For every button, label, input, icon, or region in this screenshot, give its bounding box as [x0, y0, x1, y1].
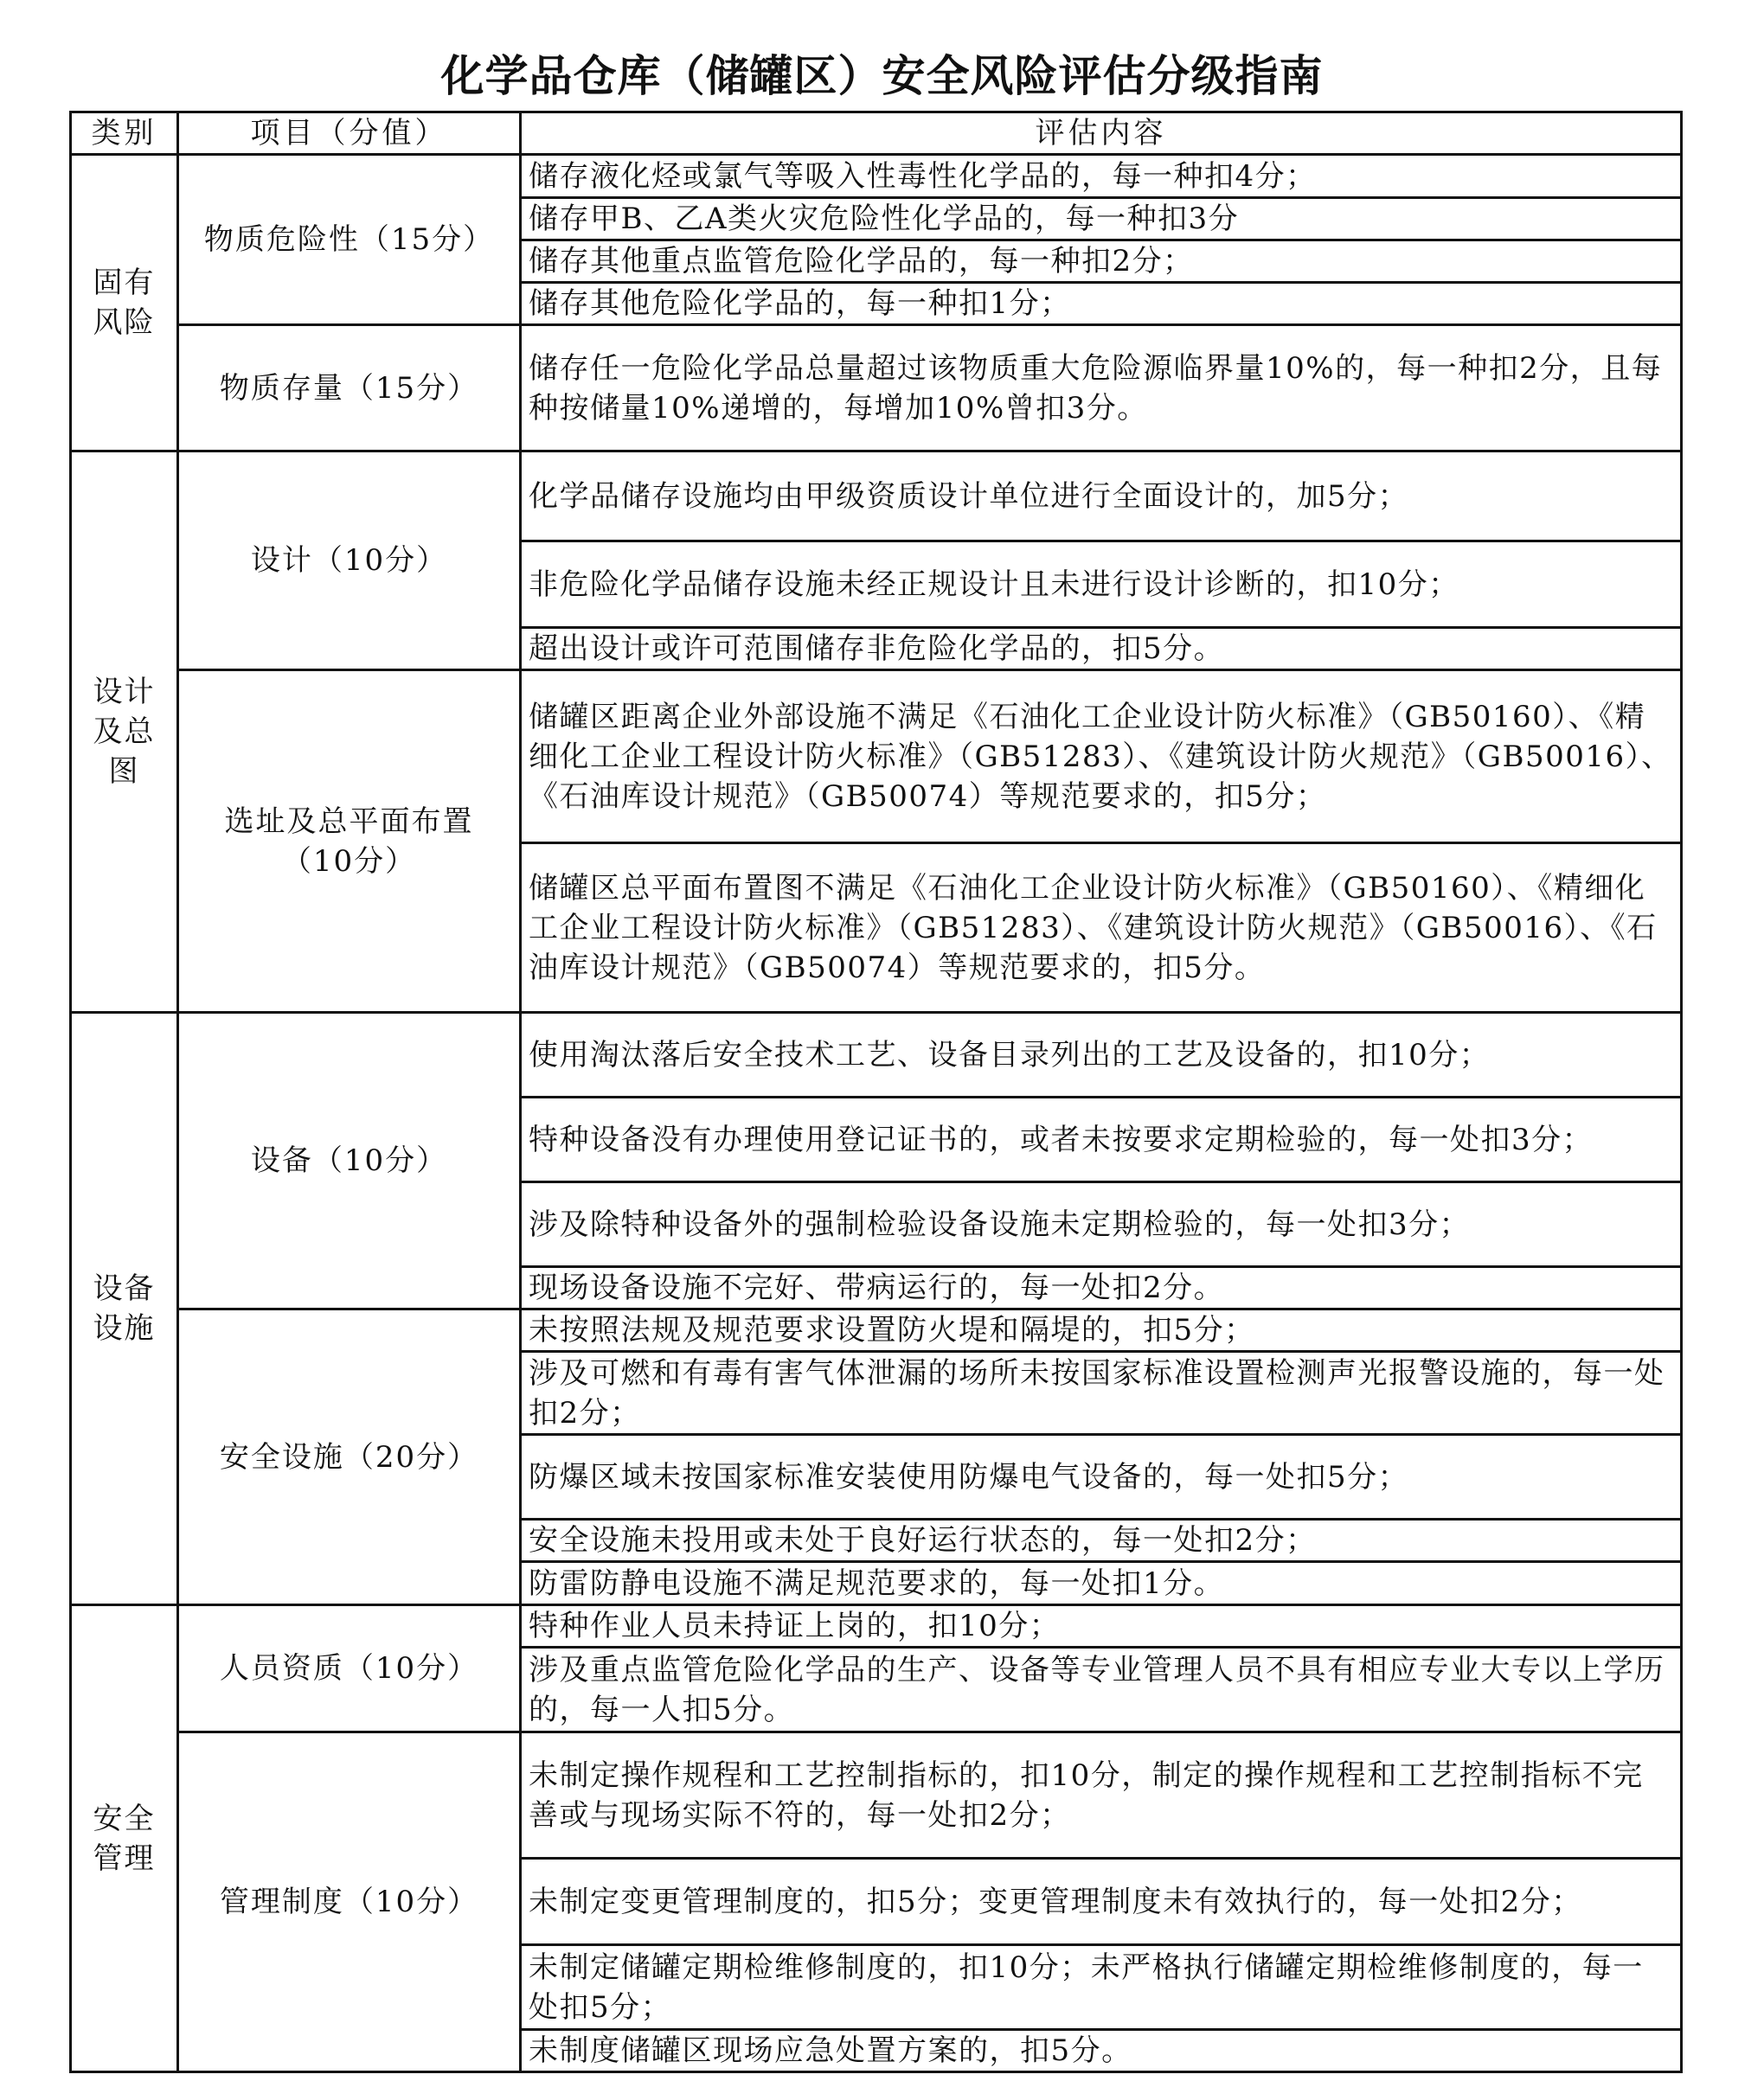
content-cell: 未制定储罐定期检维修制度的，扣10分；未严格执行储罐定期检维修制度的，每一处扣5分； — [521, 1945, 1682, 2030]
table-row — [71, 155, 1682, 198]
table-row — [71, 670, 1682, 843]
content-cell: 超出设计或许可范围储存非危险化学品的，扣5分。 — [521, 628, 1682, 670]
content-cell: 未制度储罐区现场应急处置方案的，扣5分。 — [521, 2030, 1682, 2072]
table-header-row — [71, 112, 1682, 155]
table-row — [71, 1732, 1682, 1859]
header-category: 类别 — [71, 112, 178, 155]
page-title: 化学品仓库（储罐区）安全风险评估分级指南 — [440, 51, 1324, 101]
category-cell — [71, 1605, 178, 2072]
table-row — [71, 325, 1682, 451]
item-cell: 人员资质（10分） — [178, 1605, 521, 1732]
category-label: 设备 设施 — [93, 1271, 156, 1346]
content-cell: 化学品储存设施均由甲级资质设计单位进行全面设计的，加5分； — [521, 451, 1682, 541]
content-cell: 防雷防静电设施不满足规范要求的，每一处扣1分。 — [521, 1562, 1682, 1605]
content-cell: 现场设备设施不完好、带病运行的，每一处扣2分。 — [521, 1267, 1682, 1309]
category-label: 设计 及总 图 — [93, 675, 156, 789]
item-cell: 设计（10分） — [178, 451, 521, 670]
table-row — [71, 1013, 1682, 1098]
content-cell: 防爆区域未按国家标准安装使用防爆电气设备的，每一处扣5分； — [521, 1435, 1682, 1520]
content-cell: 储存任一危险化学品总量超过该物质重大危险源临界量10%的，每一种扣2分，且每种按储量10%递增的，每增加10%曾扣3分。 — [521, 325, 1682, 451]
category-label: 安全 管理 — [93, 1801, 156, 1876]
table-row — [71, 1605, 1682, 1648]
content-cell: 未制定变更管理制度的，扣5分；变更管理制度未有效执行的，每一处扣2分； — [521, 1859, 1682, 1945]
category-label: 固有 风险 — [93, 266, 156, 340]
category-cell — [71, 155, 178, 451]
content-cell: 未按照法规及规范要求设置防火堤和隔堤的，扣5分； — [521, 1309, 1682, 1352]
content-cell: 特种设备没有办理使用登记证书的，或者未按要求定期检验的，每一处扣3分； — [521, 1098, 1682, 1182]
content-cell: 使用淘汰落后安全技术工艺、设备目录列出的工艺及设备的，扣10分； — [521, 1013, 1682, 1098]
table-row — [71, 451, 1682, 541]
category-cell — [71, 1013, 178, 1605]
item-cell: 安全设施（20分） — [178, 1309, 521, 1605]
content-cell: 储存其他重点监管危险化学品的，每一种扣2分； — [521, 240, 1682, 283]
item-label: 选址及总平面布置 （10分） — [224, 804, 474, 879]
item-cell: 物质危险性（15分） — [178, 155, 521, 325]
content-cell: 储存甲B、乙A类火灾危险性化学品的，每一种扣3分 — [521, 198, 1682, 240]
content-cell: 储存液化烃或氯气等吸入性毒性化学品的，每一种扣4分； — [521, 155, 1682, 198]
category-cell — [71, 451, 178, 1013]
item-cell: 管理制度（10分） — [178, 1732, 521, 2072]
header-item: 项目（分值） — [178, 112, 521, 155]
content-cell: 储罐区总平面布置图不满足《石油化工企业设计防火标准》（GB50160）、《精细化工企业工程设计防火标准》（GB51283）、《建筑设计防火规范》（GB50016）、《石油库设计规范》（GB50074）等规范要求的，扣5分。 — [521, 843, 1682, 1013]
content-cell: 涉及可燃和有毒有害气体泄漏的场所未按国家标准设置检测声光报警设施的，每一处扣2分； — [521, 1352, 1682, 1435]
table-row — [71, 1309, 1682, 1352]
content-cell: 特种作业人员未持证上岗的，扣10分； — [521, 1605, 1682, 1648]
content-cell: 涉及除特种设备外的强制检验设备设施未定期检验的，每一处扣3分； — [521, 1182, 1682, 1267]
content-cell: 安全设施未投用或未处于良好运行状态的，每一处扣2分； — [521, 1520, 1682, 1562]
content-cell: 储罐区距离企业外部设施不满足《石油化工企业设计防火标准》（GB50160）、《精细化工企业工程设计防火标准》（GB51283）、《建筑设计防火规范》（GB50016）、《石油库设计规范》（GB50074）等规范要求的，扣5分； — [521, 670, 1682, 843]
content-cell: 涉及重点监管危险化学品的生产、设备等专业管理人员不具有相应专业大专以上学历的，每一人扣5分。 — [521, 1648, 1682, 1732]
content-cell: 非危险化学品储存设施未经正规设计且未进行设计诊断的，扣10分； — [521, 541, 1682, 628]
risk-assessment-table — [69, 111, 1683, 2073]
item-cell — [178, 670, 521, 1013]
item-cell: 物质存量（15分） — [178, 325, 521, 451]
content-cell: 储存其他危险化学品的，每一种扣1分； — [521, 283, 1682, 325]
item-cell: 设备（10分） — [178, 1013, 521, 1309]
content-cell: 未制定操作规程和工艺控制指标的，扣10分，制定的操作规程和工艺控制指标不完善或与现场实际不符的，每一处扣2分； — [521, 1732, 1682, 1859]
header-content: 评估内容 — [521, 112, 1682, 155]
